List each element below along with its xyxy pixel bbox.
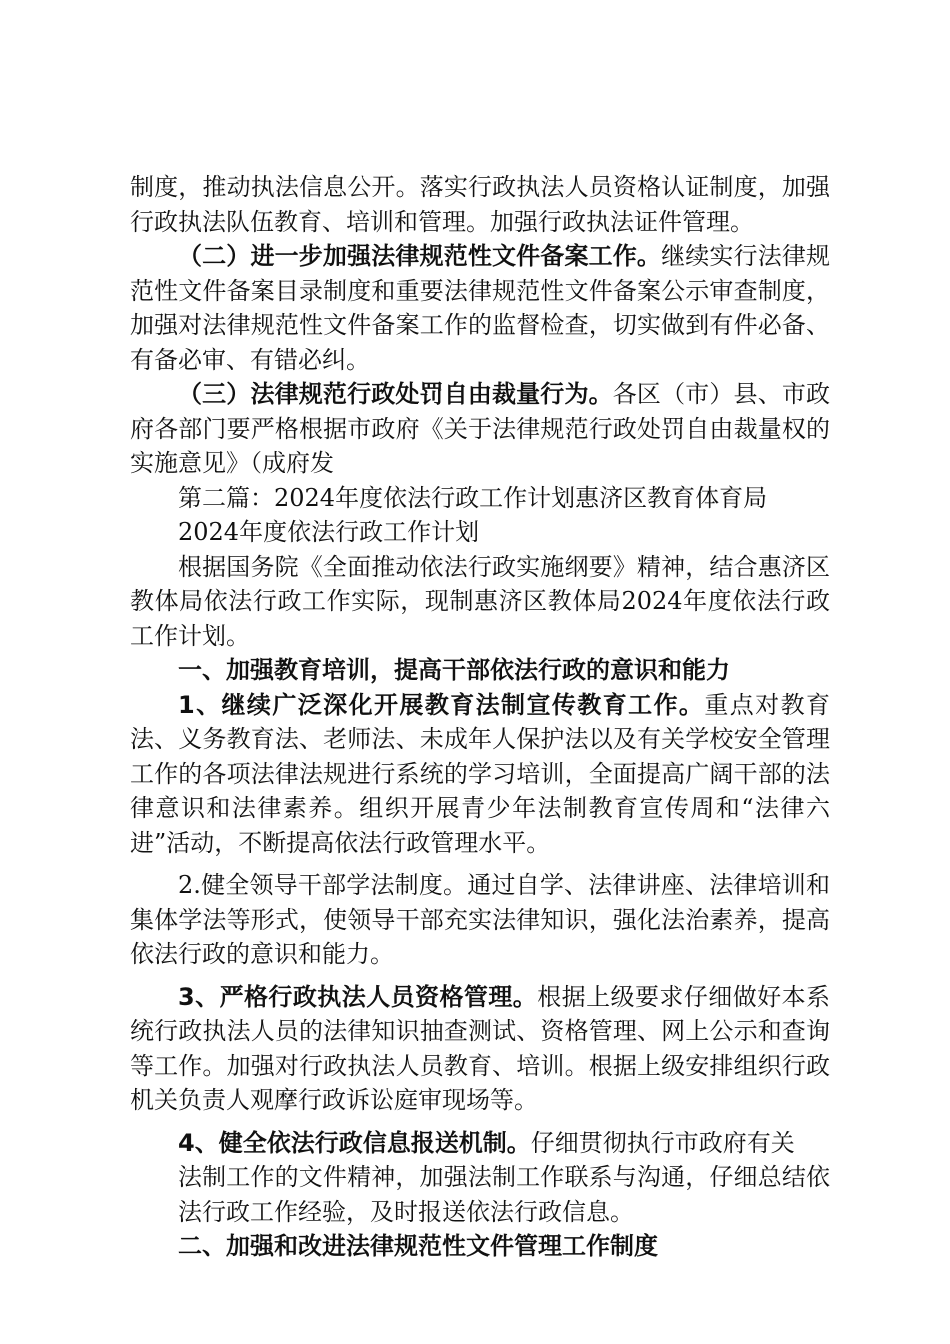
subheading-legal-education: 1、继续广泛深化开展教育法制宣传教育工作。 (178, 690, 705, 719)
paragraph-filing-work (130, 239, 830, 377)
paragraph-qualification-text: 根据上级要求仔细做好本系统行政执法人员的法律知识抽查测试、资格管理、网上公示和查询等工作。加强对行政执法人员教育、培训。根据上级安排组织行政机关负责人观摩行政诉讼庭审现场等。 (130, 982, 830, 1114)
paragraph-info-reporting (130, 1126, 830, 1161)
paragraph-qualification (130, 980, 830, 1118)
paragraph-leader-study: 2.健全领导干部学法制度。通过自学、法律讲座、法律培训和集体学法等形式，使领导干部充实法律知识，强化法治素养，提高依法行政的意识和能力。 (130, 871, 830, 968)
paragraph-continuation: 制度，推动执法信息公开。落实行政执法人员资格认证制度，加强行政执法队伍教育、培训和管理。加强行政执法证件管理。 (130, 173, 830, 236)
section-heading-normative-docs: 二、加强和改进法律规范性文件管理工作制度 (178, 1232, 658, 1260)
paragraph-intro: 根据国务院《全面推动依法行政实施纲要》精神，结合惠济区教体局依法行政工作实际，现制惠济区教体局2024年度依法行政工作计划。 (130, 552, 830, 650)
plan-title: 2024年度依法行政工作计划 (178, 518, 480, 546)
paragraph-info-reporting-text: 仔细贯彻执行市政府有关 (530, 1128, 795, 1157)
paragraph-penalty-discretion (130, 377, 830, 481)
subheading-filing-work: （二）进一步加强法律规范性文件备案工作。 (178, 242, 662, 270)
subheading-qualification: 3、严格行政执法人员资格管理。 (178, 982, 538, 1011)
chapter-title: 第二篇：2024年度依法行政工作计划惠济区教育体育局 (178, 483, 768, 512)
paragraph-info-reporting-continued: 法制工作的文件精神，加强法制工作联系与沟通，仔细总结依法行政工作经验，及时报送依法行政信息。 (178, 1163, 830, 1226)
section-heading-training: 一、加强教育培训，提高干部依法行政的意识和能力 (178, 656, 730, 684)
paragraph-legal-education-text: 重点对教育法、义务教育法、老师法、未成年人保护法以及有关学校安全管理工作的各项法律法规进行系统的学习培训，全面提高广阔干部的法律意识和法律素养。组织开展青少年法制教育宣传周和“法律六进”活动，不断提高依法行政管理水平。 (130, 690, 831, 857)
paragraph-legal-education (130, 688, 830, 861)
paragraph-penalty-discretion-text: 各区（市）县、市政府各部门要严格根据市政府《关于法律规范行政处罚自由裁量权的实施意见》（成府发 (130, 380, 831, 477)
document-body (130, 170, 830, 1264)
subheading-info-reporting: 4、健全依法行政信息报送机制。 (178, 1128, 531, 1157)
paragraph-filing-work-text: 继续实行法律规范性文件备案目录制度和重要法律规范性文件备案公示审查制度，加强对法律规范性文件备案工作的监督检查，切实做到有件必备、有备必审、有错必纠。 (130, 242, 831, 374)
subheading-penalty-discretion: （三）法律规范行政处罚自由裁量行为。 (178, 380, 613, 408)
